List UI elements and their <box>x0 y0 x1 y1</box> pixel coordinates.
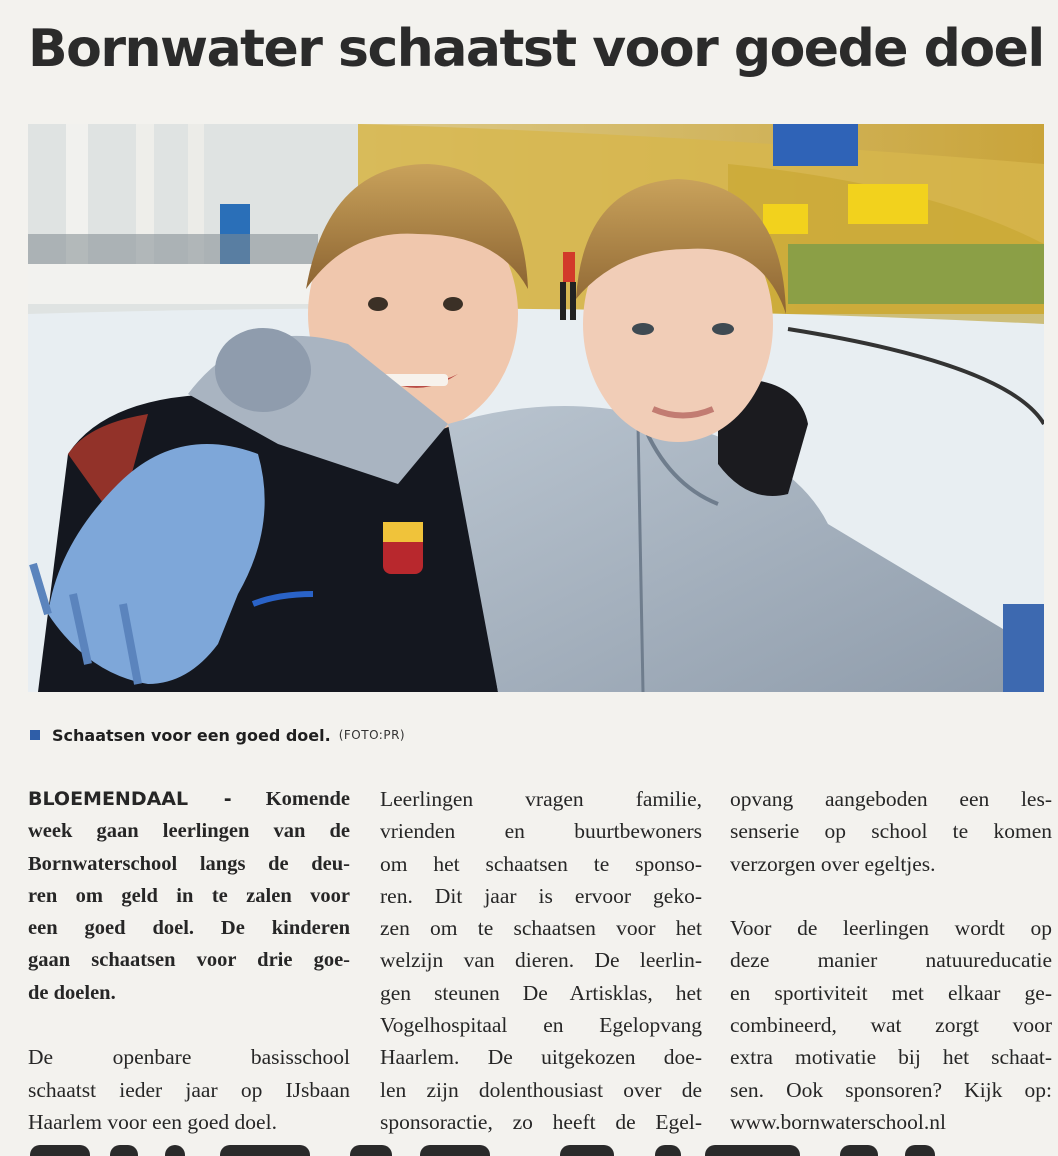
next-article-headline-fragment <box>0 1142 1058 1156</box>
caption-credit: (FOTO:PR) <box>338 728 406 742</box>
article-line: combineerd, wat zorgt voor <box>730 1013 1052 1038</box>
article-line: senserie op school te komen <box>730 819 1052 844</box>
article-line: len zijn dolenthousiast over de <box>380 1077 702 1102</box>
paragraph-gap <box>28 1009 350 1041</box>
article-line <box>28 783 350 815</box>
article-line: en sportiviteit met elkaar ge- <box>730 980 1052 1005</box>
article-column-2 <box>380 783 702 1138</box>
article-line: zen om te schaatsen voor het <box>380 916 702 941</box>
article-line: extra motivatie bij het schaat- <box>730 1045 1052 1070</box>
article-line: De openbare basisschool <box>28 1045 350 1070</box>
article-line: de doelen. <box>28 981 116 1004</box>
article-column-3 <box>730 783 1052 1138</box>
article-line: schaatst ieder jaar op IJsbaan <box>28 1077 350 1102</box>
lead-first-words: Komende <box>265 788 350 810</box>
article-line: Haarlem. De uitgekozen doe- <box>380 1045 702 1070</box>
photo-caption <box>30 722 405 748</box>
caption-marker-icon <box>30 730 40 740</box>
article-line: Vogelhospitaal en Egelopvang <box>380 1013 702 1038</box>
article-line: opvang aangeboden een les- <box>730 787 1052 811</box>
article-line: week gaan leerlingen van de <box>28 820 350 843</box>
caption-text: Schaatsen voor een goed doel. <box>52 725 331 745</box>
article-line: Voor de leerlingen wordt op <box>730 916 1052 941</box>
article-line: Leerlingen vragen familie, <box>380 787 702 811</box>
article-line: sen. Ook sponsoren? Kijk op: <box>730 1077 1052 1102</box>
dateline: BLOEMENDAAL - <box>28 788 232 810</box>
article-line: vrienden en buurtbewoners <box>380 819 702 844</box>
article-line: ren om geld in te zalen voor <box>28 884 350 907</box>
article-line: gen steunen De Artisklas, het <box>380 980 702 1005</box>
article-line: gaan schaatsen voor drie goe- <box>28 949 350 972</box>
article-line: welzijn van dieren. De leerlin- <box>380 948 702 973</box>
article-headline: Bornwater schaatst voor goede doel <box>28 19 1044 79</box>
article-line: www.bornwaterschool.nl <box>730 1109 946 1134</box>
paragraph-gap <box>730 880 1052 912</box>
article-column-1 <box>28 783 350 1138</box>
article-line: Haarlem voor een goed doel. <box>28 1109 277 1134</box>
article-photo <box>28 124 1044 692</box>
article-line: deze manier natuureducatie <box>730 948 1052 973</box>
article-line: verzorgen over egeltjes. <box>730 851 936 876</box>
article-line: ren. Dit jaar is ervoor geko- <box>380 883 702 908</box>
photo-illustration <box>28 124 1044 692</box>
article-line: sponsoractie, zo heeft de Egel- <box>380 1109 702 1134</box>
article-line: Bornwaterschool langs de deu- <box>28 852 350 875</box>
article-line: een goed doel. De kinderen <box>28 917 350 940</box>
article-line: om het schaatsen te sponso- <box>380 851 702 876</box>
